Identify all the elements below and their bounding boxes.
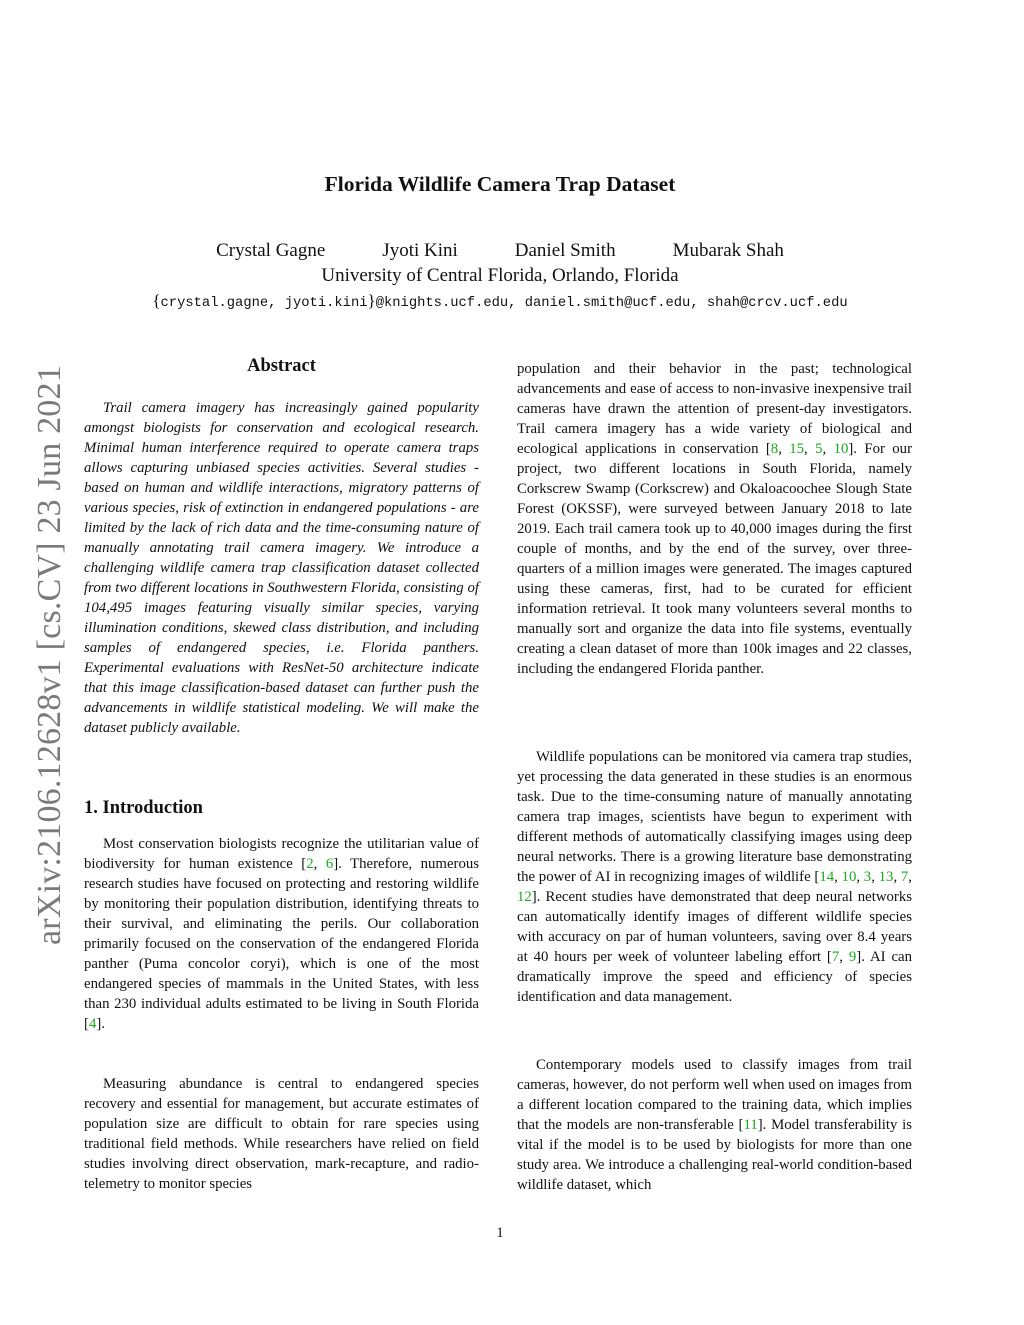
author-name: Crystal Gagne	[216, 240, 326, 261]
citation-separator: ,	[804, 441, 816, 457]
paragraph-text: Wildlife populations can be monitored via camera trap studies, yet processing the data generated in these studies is an enormous task. Due to the time-consuming nature of manually annotating camera trap images, scientists have begun to experiment with different methods of automatically classifying images using deep neural networks. There is a growing literature base demonstrating the power of AI in recognizing images of wildlife [	[517, 749, 912, 885]
paragraph-text: Contemporary models used to classify images from trail cameras, however, do not perform well when used on images from a different location compared to the training data, which implies that the models are non-transferable [	[517, 1057, 912, 1133]
citation-link[interactable]: 7	[831, 949, 840, 965]
citation-link[interactable]: 2	[306, 856, 314, 872]
paragraph-text: Most conservation biologists recognize the utilitarian value of biodiversity for human existence [	[84, 836, 479, 872]
author-name: Daniel Smith	[514, 240, 616, 261]
citation-link[interactable]: 13	[878, 869, 894, 885]
email-line	[0, 291, 1000, 311]
citation-link[interactable]: 10	[833, 441, 849, 457]
email-names: crystal.gagne, jyoti.kini	[160, 296, 368, 311]
affiliation: University of Central Florida, Orlando, Florida	[321, 265, 679, 286]
author-name: Mubarak Shah	[672, 240, 784, 261]
intro-paragraph-2: Measuring abundance is central to endangered species recovery and essential for management, but accurate estimates of population size are difficult to obtain for rare species using traditional field methods. While researchers have relied on field studies involving direct observation, mark-recapture, and radio-telemetry to monitor species	[84, 1076, 479, 1192]
intro-paragraph-3	[517, 359, 912, 679]
citation-link[interactable]: 9	[848, 949, 857, 965]
intro-paragraph-5	[517, 1055, 912, 1195]
introduction-heading: 1. Introduction	[84, 798, 203, 818]
citation-link[interactable]: 6	[325, 856, 334, 872]
page-number: 1	[496, 1225, 504, 1241]
author-name: Jyoti Kini	[382, 240, 458, 261]
citation-link[interactable]: 4	[88, 1016, 97, 1032]
paragraph-text: ].	[96, 1016, 105, 1032]
citation-link[interactable]: 15	[789, 441, 805, 457]
citation-link[interactable]: 12	[517, 889, 532, 905]
citation-link[interactable]: 7	[900, 869, 909, 885]
paragraph-text: ]. Model transferability is vital if the model is to be used by biologists for more than one study area. We introduce a challenging real-world condition-based wildlife dataset, which	[517, 1117, 912, 1193]
citation-separator: ,	[908, 869, 912, 885]
paragraph-text: ]. AI can dramatically improve the speed and efficiency of species identification and data management.	[517, 949, 912, 1005]
arxiv-stamp: arXiv:2106.12628v1 [cs.CV] 23 Jun 2021	[31, 365, 68, 945]
paragraph-text: ]. Recent studies have demonstrated that deep neural networks can automatically identify images of different wildlife species with accuracy on par of human volunteers, saving over 8.4 years at 40 hours per week of volunteer labeling effort [	[517, 889, 912, 965]
citation-separator: ,	[856, 869, 864, 885]
intro-paragraph-1	[84, 834, 479, 1034]
intro-paragraph-4	[517, 747, 912, 1007]
citation-separator: ,	[313, 856, 326, 872]
citation-link[interactable]: 3	[863, 869, 872, 885]
paragraph-text: population and their behavior in the past; technological advancements and ease of access to non-invasive inexpensive trail cameras have drawn the attention of present-day investigators. Trail camera imagery has a wide variety of biological and ecological applications in conservation [	[517, 361, 912, 457]
abstract-text: Trail camera imagery has increasingly gained popularity amongst biologists for conservation and ecological research. Minimal human interference required to operate camera traps allows capturing unbiased species activities. Several studies - based on human and wildlife interactions, migratory patterns of various species, risk of extinction in endangered populations - are limited by the lack of rich data and the time-consuming nature of manually annotating trail camera imagery. We introduce a challenging wildlife camera trap classification dataset collected from two different locations in Southwestern Florida, consisting of 104,495 images featuring visually similar species, varying illumination conditions, skewed class distribution, and including samples of endangered species, i.e. Florida panthers. Experimental evaluations with ResNet-50 architecture indicate that this image classification-based dataset can further push the advancements in wildlife statistical modeling. We will make the dataset publicly available.	[84, 400, 479, 736]
author-list	[0, 240, 1000, 262]
citation-separator: ,	[834, 869, 842, 885]
citation-separator: ,	[839, 949, 849, 965]
citation-link[interactable]: 11	[743, 1117, 758, 1133]
paragraph-text: ]. Therefore, numerous research studies have focused on protecting and restoring wildlife by monitoring their population distribution, identifying threats to their survival, and eliminating the perils. Our collaboration primarily focused on the conservation of the endangered Florida panther (Puma concolor coryi), which is one of the most endangered species of mammals in the United States, with less than 230 individual adults estimated to be living in South Florida [	[84, 856, 479, 1032]
citation-link[interactable]: 14	[819, 869, 835, 885]
abstract-heading: Abstract	[247, 356, 316, 376]
citation-separator: ,	[822, 441, 834, 457]
citation-link[interactable]: 10	[841, 869, 857, 885]
paragraph-text: ]. For our project, two different locations in South Florida, namely Corkscrew Swamp (Corkscrew) and Okaloacoochee Slough State Forest (OKSSF), were surveyed between January 2018 to late 2019. Each trail camera took up to 40,000 images during the first couple of months, and by the end of the survey, over three-quarters of a million images were generated. The images captured using these cameras, first, had to be curated for efficient information retrieval. It took many volunteers several months to manually sort and organize the data into file systems, eventually creating a clean dataset of more than 100k images and 22 classes, including the endangered Florida panther.	[517, 441, 912, 677]
email-rest: @knights.ucf.edu, daniel.smith@ucf.edu, shah@crcv.ucf.edu	[375, 296, 848, 311]
email-open-brace: {	[152, 291, 161, 310]
citation-link[interactable]: 8	[770, 441, 779, 457]
citation-separator: ,	[871, 869, 879, 885]
email-close-brace: }	[367, 291, 376, 310]
citation-separator: ,	[778, 441, 790, 457]
citation-separator: ,	[893, 869, 901, 885]
paper-title: Florida Wildlife Camera Trap Dataset	[324, 172, 676, 196]
citation-link[interactable]: 5	[815, 441, 823, 457]
